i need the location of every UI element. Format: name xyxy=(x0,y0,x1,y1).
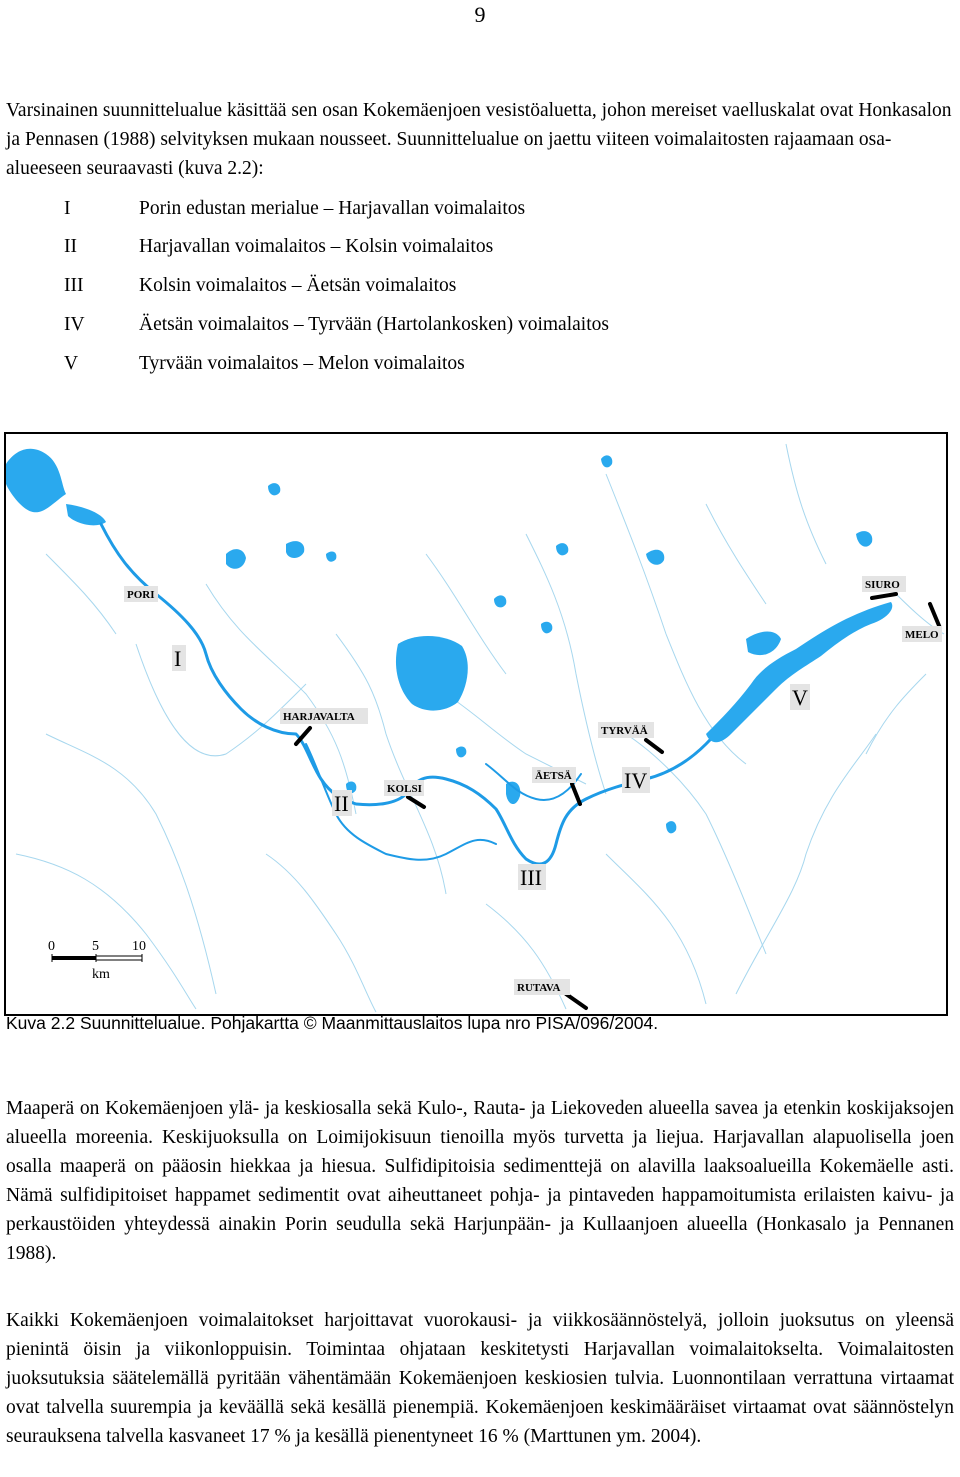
lakes xyxy=(6,449,872,834)
sub-area-item xyxy=(0,236,960,274)
sub-area-description: Porin edustan merialue – Harjavallan voimalaitos xyxy=(139,198,526,219)
area-label-i: I xyxy=(174,646,182,671)
flow-regulation-paragraph: Kaikki Kokemäenjoen voimalaitokset harjoittavat vuorokausi- ja viikkosäännöstelyä, jolloin juoksutus on yleensä pienintä öisin ja viikonloppuisin. Toimintaa ohjataan keskitetysti Harjavallan voimalaitokselta. Voimalaitosten juoksutuksia säätelemällä pyritään vähentämään Kokemäenjoen keskiosien tulvia. Luonnontilaan verrattuna virtaamat ovat talvella suurempia ja keväällä sekä kesällä pienempiä. Kokemäenjoen keskimääräiset virtaamat ovat säännöstelyn seurauksena talvella kasvaneet 17 % ja kesällä pienentyneet 16 % (Marttunen ym. 2004). xyxy=(6,1310,954,1447)
soil-paragraph: Maaperä on Kokemäenjoen ylä- ja keskiosalla sekä Kulo-, Rauta- ja Liekoveden alueella savea ja etenkin koskijaksojen alueella moreenia. Keskijuoksulla on Loimijokisuun tienoilla myös turvetta ja liejua. Harjavallan alapuolisella joen osalla maaperä on pääosin hiekkaa ja hiesua. Sulfidipitoisia sedimenttejä on alavilla laaksoalueilla Kokemäelle asti. Nämä sulfidipitoiset happamet sedimentit ovat aiheuttaneet pohja- ja pintaveden happamoitumista erilaisten kaivu- ja perkaustöiden yhteydessä ainakin Porin seudulla sekä Harjunpään- ja Kullaanjoen alueella (Honkasalo ja Pennanen 1988). xyxy=(6,1098,954,1264)
scale-label-0: 0 xyxy=(48,939,55,954)
sub-area-description: Kolsin voimalaitos – Äetsän voimalaitos xyxy=(139,275,457,296)
sub-area-description: Äetsän voimalaitos – Tyrvään (Hartolankosken) voimalaitos xyxy=(139,314,609,335)
map-svg xyxy=(6,434,946,1014)
plant-rutava xyxy=(566,994,586,1008)
label-tyrvaa: TYRVÄÄ xyxy=(601,725,648,737)
label-kolsi: KOLSI xyxy=(387,783,422,795)
page-number: 9 xyxy=(474,2,486,27)
sub-area-item xyxy=(0,314,960,352)
label-harjavalta: HARJAVALTA xyxy=(283,711,355,723)
label-melo: MELO xyxy=(905,629,939,641)
main-river xyxy=(101,524,892,864)
tributary-streams xyxy=(16,444,944,1012)
scale-label-10: 10 xyxy=(132,939,146,954)
sub-area-number: V xyxy=(64,353,79,374)
figure-caption: Kuva 2.2 Suunnittelualue. Pohjakartta © Maanmittauslaitos lupa nro PISA/096/2004. xyxy=(6,1013,659,1033)
scale-label-5: 5 xyxy=(92,939,99,954)
sub-area-number: II xyxy=(64,236,77,257)
planning-area-map xyxy=(4,432,948,1016)
sub-area-item xyxy=(0,198,960,236)
sub-area-item xyxy=(0,275,960,313)
label-siuro: SIURO xyxy=(865,579,900,591)
label-rutava: RUTAVA xyxy=(517,982,561,994)
area-label-iv: IV xyxy=(624,768,648,793)
plant-aetsa xyxy=(572,784,580,804)
sub-area-description: Harjavallan voimalaitos – Kolsin voimalaitos xyxy=(139,236,494,257)
sub-area-number: III xyxy=(64,275,84,296)
label-aetsa: ÄETSÄ xyxy=(535,770,572,782)
intro-paragraph: Varsinainen suunnittelualue käsittää sen osan Kokemäenjoen vesistöaluetta, johon mereiset vaelluskalat ovat Honkasalon ja Pennasen (1988) selvityksen mukaan nousseet. Suunnittelualue on jaettu viiteen voimalaitosten rajaamaan osa-alueeseen seuraavasti (kuva 2.2): xyxy=(6,100,952,179)
sub-area-description: Tyrvään voimalaitos – Melon voimalaitos xyxy=(139,353,465,374)
sub-area-number: I xyxy=(64,198,71,219)
sub-area-item xyxy=(0,353,960,391)
area-label-iii: III xyxy=(520,865,542,890)
area-label-ii: II xyxy=(334,791,349,816)
label-pori: PORI xyxy=(127,589,155,601)
scale-bar xyxy=(48,939,146,982)
area-label-v: V xyxy=(792,685,808,710)
plant-siuro xyxy=(872,594,896,598)
plant-melo xyxy=(930,604,940,628)
scale-unit: km xyxy=(92,967,110,982)
sub-area-number: IV xyxy=(64,314,85,335)
